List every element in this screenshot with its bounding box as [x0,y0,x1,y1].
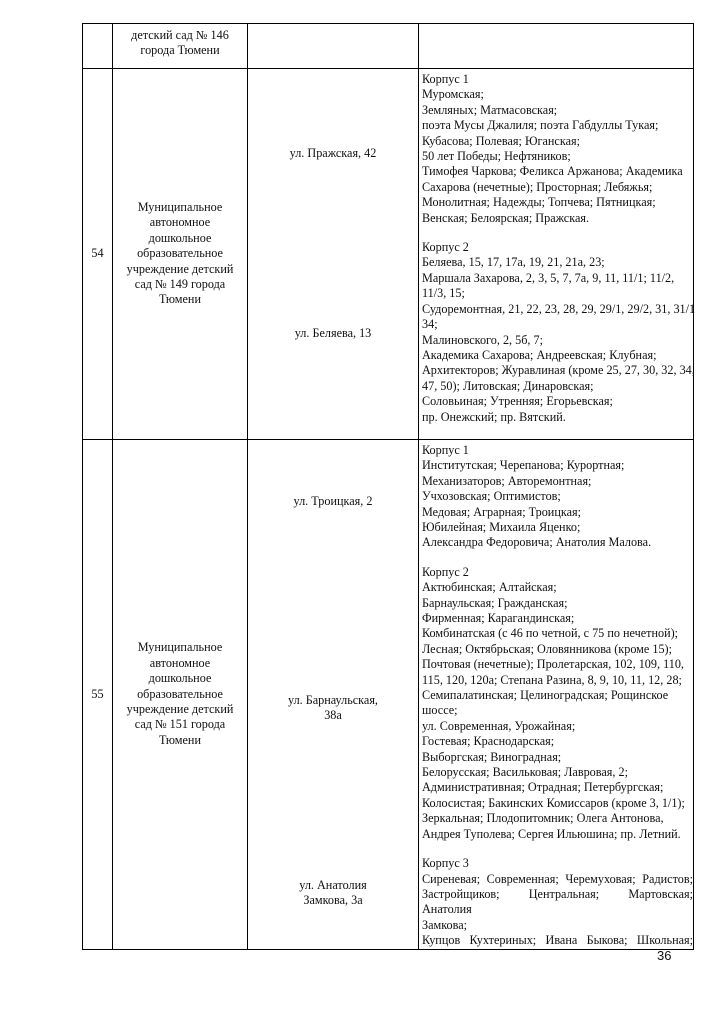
street-line: Выборгская; Виноградная; [422,749,562,764]
street-line: Почтовая (нечетные); Пролетарская, 102, 109, 110, [422,657,684,672]
street-line: Архитекторов; Журавлиная (кроме 25, 27, 30, 32, 34, [422,363,695,378]
street-line: Механизаторов; Авторемонтная; [422,473,592,488]
name-line: Тюмени [159,292,201,307]
street-line: Зеркальная; Плодопитомник; Олега Антонова, [422,811,664,826]
address [248,326,418,341]
street-line: Венская; Белоярская; Пражская. [422,210,590,225]
street-line: Земляных; Матмасовская; [422,102,558,117]
street-line: Административная; Отрадная; Петербургская; [422,780,664,795]
name-line: образовательное [137,246,223,261]
street-line: Семипалатинская; Целиноградская; Рощинское [422,688,669,703]
street-line: 115, 120, 120а; Степана Разина, 8, 9, 10, 11, 12, 28; [422,672,682,687]
street-line: 34; [422,317,438,332]
street-line: Замкова; [422,917,468,932]
name-line: учреждение детский [126,261,234,276]
corpus-heading: Корпус 1 [422,442,469,457]
street-line: 11/3, 15; [422,286,465,301]
address [248,878,418,909]
street-line: Учхозовская; Оптимистов; [422,489,561,504]
corpus-block [422,565,693,842]
street-line: Сиреневая; Современная; Черемуховая; Радистов; [422,871,693,886]
street-line: Маршала Захарова, 2, 3, 5, 7, 7а, 9, 11, 11/1; 11/2, [422,270,675,285]
street-line: 47, 50); Литовская; Динаровская; [422,378,594,393]
street-line: пр. Онежский; пр. Вятский. [422,409,566,424]
corpus-block [422,72,693,226]
name-line: образовательное [137,686,223,701]
street-line: Малиновского, 2, 5б, 7; [422,332,543,347]
street-line: Беляева, 15, 17, 17а, 19, 21, 21а, 23; [422,255,605,270]
name-line: дошкольное [148,671,212,686]
street-line: Медовая; Аграрная; Троицкая; [422,504,581,519]
corpus-block [422,240,696,425]
street-line: Кубасова; Полевая; Юганская; [422,133,580,148]
street-line: Судоремонтная, 21, 22, 23, 28, 29, 29/1, 29/2, 31, 31/1 [422,301,696,316]
street-line: шоссе; [422,703,458,718]
address-line: ул. Пражская, 42 [289,146,377,160]
corpus-heading: Корпус 2 [422,564,469,579]
street-line: Колосистая; Бакинских Комиссаров (кроме 3, 1/1); [422,795,685,810]
street-line: Сахарова (нечетные); Просторная; Лебяжья; [422,179,653,194]
address [248,693,418,724]
address [248,146,418,161]
street-line: Гостевая; Краснодарская; [422,734,555,749]
name-line: Муниципальное [137,640,223,655]
institution-name-cell [113,69,248,440]
street-line: Институтская; Черепанова; Курортная; [422,458,625,473]
street-line: Тимофея Чаркова; Феликса Аржанова; Академика [422,164,683,179]
table-row [83,24,694,69]
address-line: ул. Беляева, 13 [294,326,372,340]
street-line: Монолитная; Надежды; Топчева; Пятницкая; [422,195,656,210]
street-line: Комбинатская (с 46 по четной, с 75 по нечетной); [422,626,679,641]
row-number-cell: 55 [83,439,113,949]
street-line: ул. Современная, Урожайная; [422,718,576,733]
institution-name-cell [113,439,248,949]
streets-cell [419,24,694,69]
institution-name-cell [113,24,248,69]
street-line: Купцов Кухтериных; Ивана Быкова; Школьная; [422,933,693,948]
page-number: 36 [657,948,672,963]
corpus-block [422,443,693,551]
streets-cell [419,439,694,949]
address-line: 38а [324,708,342,723]
name-line: сад № 149 города [134,277,226,292]
name-line: дошкольное [148,230,212,245]
document-table [82,23,694,950]
corpus-heading: Корпус 2 [422,240,469,255]
name-line: Муниципальное [137,200,223,215]
street-line: Актюбинская; Алтайская; [422,580,557,595]
name-line: сад № 151 города [134,717,226,732]
street-line: Муромская; [422,87,484,102]
street-line: Соловьиная; Утренняя; Егорьевская; [422,394,613,409]
address [248,494,418,509]
name-line: города Тюмени [140,43,220,58]
name-line: автономное [149,655,211,670]
table-row [83,69,694,440]
corpus-block [422,856,693,948]
address-line: ул. Анатолия [299,877,367,892]
street-line: поэта Мусы Джалиля; поэта Габдуллы Тукая; [422,118,659,133]
address-cell [248,69,419,440]
address-line: ул. Троицкая, 2 [293,493,373,508]
name-line: автономное [149,215,211,230]
table-row [83,439,694,949]
corpus-heading: Корпус 3 [422,856,469,871]
street-line: 50 лет Победы; Нефтяников; [422,149,571,164]
street-line: Александра Федоровича; Анатолия Малова. [422,535,652,550]
address-cell [248,439,419,949]
streets-cell [419,69,694,440]
name-line: учреждение детский [126,701,234,716]
row-number-cell: 54 [83,69,113,440]
corpus-heading: Корпус 1 [422,72,469,86]
address-line: ул. Барнаульская, [288,692,378,707]
name-line: детский сад № 146 [131,28,229,42]
street-line: Застройщиков; Центральная; Мартовская; Анатолия [422,886,693,917]
street-line: Лесная; Октябрьская; Оловянникова (кроме 15); [422,641,672,656]
street-line: Академика Сахарова; Андреевская; Клубная; [422,347,657,362]
street-line: Андрея Туполева; Сергея Ильюшина; пр. Летний. [422,826,681,841]
address-line: Замкова, 3а [303,893,363,908]
name-line: Тюмени [159,732,201,747]
row-number-cell [83,24,113,69]
street-line: Фирменная; Карагандинская; [422,611,575,625]
street-line: Барнаульская; Гражданская; [422,595,568,610]
address-cell [248,24,419,69]
street-line: Юбилейная; Михаила Яценко; [422,519,581,534]
street-line: Белорусская; Васильковая; Лавровая, 2; [422,765,628,780]
